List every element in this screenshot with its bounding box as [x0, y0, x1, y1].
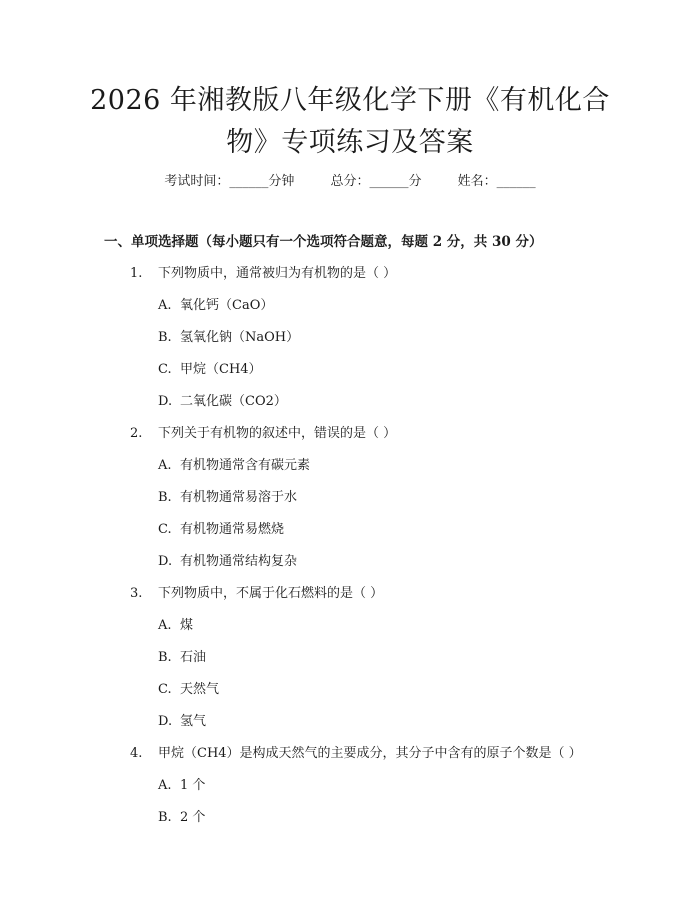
option-letter: B. [158, 810, 172, 825]
question-4 [130, 742, 582, 761]
option-2b [158, 486, 297, 505]
option-text: 甲烷（CH4） [180, 362, 262, 377]
question-text: 下列物质中，通常被归为有机物的是（ ） [158, 266, 397, 281]
title-line-2: 物》专项练习及答案 [226, 127, 474, 158]
option-1b [158, 326, 299, 345]
option-letter: D. [158, 554, 173, 569]
option-3d [158, 710, 206, 729]
option-letter: B. [158, 650, 172, 665]
option-1c [158, 358, 262, 377]
exam-time-field: 考试时间：______分钟 [164, 174, 295, 189]
name-field: 姓名：______ [457, 174, 536, 189]
option-2c [158, 518, 284, 537]
option-text: 1 个 [180, 778, 206, 793]
option-text: 氧化钙（CaO） [180, 298, 274, 313]
option-text: 煤 [180, 618, 194, 633]
option-letter: A. [158, 618, 172, 633]
option-text: 二氧化碳（CO2） [180, 394, 287, 409]
option-letter: C. [158, 362, 172, 377]
question-number: 3. [130, 586, 143, 601]
question-number: 1. [130, 266, 143, 281]
option-letter: D. [158, 714, 173, 729]
document-title [60, 80, 640, 164]
question-text: 甲烷（CH4）是构成天然气的主要成分，其分子中含有的原子个数是（ ） [158, 746, 582, 761]
question-2 [130, 422, 396, 441]
option-2a [158, 454, 310, 473]
option-letter: C. [158, 682, 172, 697]
option-letter: A. [158, 458, 172, 473]
section-title: 一、单项选择题（每小题只有一个选项符合题意，每题 2 分，共 30 分） [104, 234, 543, 250]
option-4a [158, 774, 205, 793]
option-letter: A. [158, 298, 172, 313]
option-3b [158, 646, 206, 665]
option-2d [158, 550, 297, 569]
option-3c [158, 678, 219, 697]
title-line-1: 2026 年湘教版八年级化学下册《有机化合 [90, 85, 610, 116]
question-text: 下列关于有机物的叙述中，错误的是（ ） [158, 426, 397, 441]
option-text: 有机物通常易溶于水 [180, 490, 298, 505]
total-score-field: 总分：______分 [330, 174, 422, 189]
option-text: 有机物通常含有碳元素 [180, 458, 311, 473]
option-text: 有机物通常易燃烧 [180, 522, 285, 537]
option-letter: D. [158, 394, 173, 409]
question-number: 2. [130, 426, 143, 441]
option-text: 石油 [180, 650, 207, 665]
option-3a [158, 614, 193, 633]
option-1a [158, 294, 273, 313]
option-1d [158, 390, 287, 409]
option-text: 氢气 [180, 714, 207, 729]
question-number: 4. [130, 746, 143, 761]
option-letter: C. [158, 522, 172, 537]
option-text: 天然气 [180, 682, 220, 697]
option-letter: B. [158, 490, 172, 505]
exam-info [0, 170, 700, 189]
option-text: 有机物通常结构复杂 [180, 554, 298, 569]
option-text: 氢氧化钠（NaOH） [180, 330, 300, 345]
question-1 [130, 262, 396, 281]
option-text: 2 个 [180, 810, 206, 825]
option-4b [158, 806, 205, 825]
option-letter: A. [158, 778, 172, 793]
question-text: 下列物质中，不属于化石燃料的是（ ） [158, 586, 384, 601]
question-3 [130, 582, 383, 601]
option-letter: B. [158, 330, 172, 345]
